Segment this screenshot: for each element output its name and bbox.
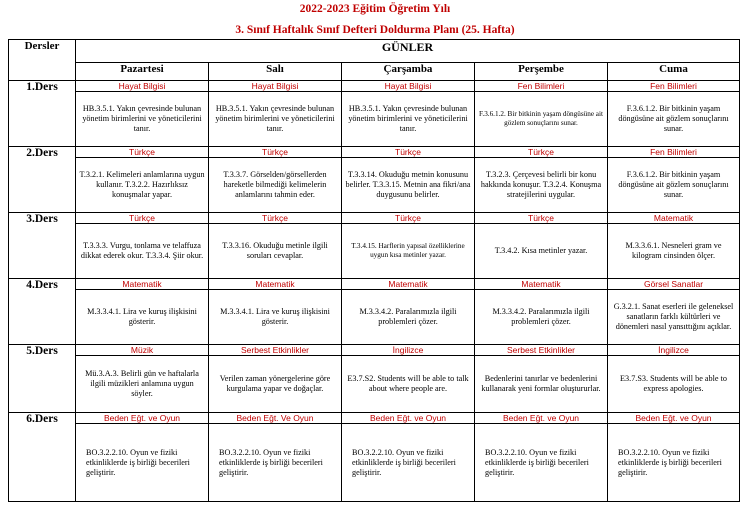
objective-text: Bedenlerini tanırlar ve bedenlerini kullanarak yeni formlar oluştururlar. (481, 374, 601, 393)
plan-cell (608, 345, 740, 413)
objective-text: T.3.4.15. Harflerin yapısal özelliklerine uygun kısa metinler yazar. (351, 242, 465, 259)
objective-text: M.3.3.4.2. Paralarımızla ilgili problemleri çözer. (359, 307, 457, 326)
subject-label: Serbest Etkinlikler (475, 345, 607, 356)
subject-label: Beden Eğt. ve Oyun (608, 413, 739, 424)
objective-text: M.3.3.4.1. Lira ve kuruş ilişkisini gösterir. (87, 307, 197, 326)
objective-text: BO.3.2.2.10. Oyun ve fiziki etkinliklerde iş birliği becerileri geliştirir. (86, 447, 190, 477)
subject-label: Matematik (209, 279, 341, 290)
objective-text: T.3.2.3. Çerçevesi belirli bir konu hakkında konuşur. T.3.2.4. Konuşma stratejilerini uygular. (480, 170, 602, 199)
objective-text: T.3.4.2. Kısa metinler yazar. (494, 246, 588, 255)
subject-label: İngilizce (608, 345, 739, 356)
day-header-tuesday: Salı (209, 63, 342, 81)
subject-label: Müzik (76, 345, 208, 356)
subject-label: Hayat Bilgisi (209, 81, 341, 92)
objective-text: Mü.3.A.3. Belirli gün ve haftalarla ilgili müzikleri anlamına uygun söyler. (85, 369, 199, 398)
plan-cell (608, 147, 740, 213)
plan-cell (475, 345, 608, 413)
plan-cell (76, 345, 209, 413)
plan-cell (209, 213, 342, 279)
objective-text: M.3.3.4.2. Paralarımızla ilgili problemleri çözer. (492, 307, 590, 326)
lesson-label: 6.Ders (9, 413, 76, 502)
lesson-row (9, 345, 740, 413)
objective-text: BO.3.2.2.10. Oyun ve fiziki etkinliklerde iş birliği becerileri geliştirir. (618, 447, 722, 477)
objective-text: M.3.3.4.1. Lira ve kuruş ilişkisini gösterir. (220, 307, 330, 326)
weekly-plan-table (8, 39, 740, 502)
plan-cell (76, 147, 209, 213)
subject-label: Türkçe (209, 213, 341, 224)
subject-label: Türkçe (475, 213, 607, 224)
subject-label: Matematik (76, 279, 208, 290)
objective-text: HB.3.5.1. Yakın çevresinde bulunan yönetim birimlerini ve yöneticilerini tanır. (348, 104, 468, 133)
subject-label: Türkçe (76, 147, 208, 158)
subject-label: Hayat Bilgisi (76, 81, 208, 92)
subject-label: Fen Bilimleri (475, 81, 607, 92)
subject-label: Beden Eğt. ve Oyun (76, 413, 208, 424)
objective-text: F.3.6.1.2. Bir bitkinin yaşam döngüsüne ait gözlem sonuçlarını sunar. (478, 110, 603, 127)
subject-label: Hayat Bilgisi (342, 81, 474, 92)
plan-cell (342, 213, 475, 279)
day-header-monday: Pazartesi (76, 63, 209, 81)
lesson-row (9, 279, 740, 345)
lesson-label: 4.Ders (9, 279, 76, 345)
subject-label: Beden Eğt. ve Oyun (342, 413, 474, 424)
plan-cell (342, 81, 475, 147)
plan-cell (76, 81, 209, 147)
lesson-row (9, 413, 740, 502)
objective-text: F.3.6.1.2. Bir bitkinin yaşam döngüsüne ait gözlem sonuçlarını sunar. (618, 104, 729, 133)
subject-label: Fen Bilimleri (608, 147, 739, 158)
lesson-row (9, 213, 740, 279)
subject-label: Beden Eğt. ve Oyun (475, 413, 607, 424)
plan-cell (342, 147, 475, 213)
subject-label: Türkçe (342, 213, 474, 224)
lesson-row (9, 147, 740, 213)
days-header: GÜNLER (76, 40, 740, 63)
objective-text: E3.7.S3. Students will be able to express apologies. (620, 374, 727, 393)
objective-text: T.3.3.16. Okuduğu metinle ilgili soruları cevaplar. (222, 241, 328, 260)
lesson-row (9, 81, 740, 147)
plan-cell (475, 81, 608, 147)
plan-cell (342, 279, 475, 345)
objective-text: BO.3.2.2.10. Oyun ve fiziki etkinliklerde iş birliği becerileri geliştirir. (219, 447, 323, 477)
plan-cell (342, 413, 475, 502)
document-title: 2022-2023 Eğitim Öğretim Yılı (299, 3, 451, 15)
objective-text: HB.3.5.1. Yakın çevresinde bulunan yönetim birimlerini ve yöneticilerini tanır. (215, 104, 335, 133)
plan-cell (608, 81, 740, 147)
lesson-label: 5.Ders (9, 345, 76, 413)
subject-label: Matematik (608, 213, 739, 224)
subject-label: Matematik (475, 279, 607, 290)
plan-cell (76, 413, 209, 502)
objective-text: M.3.3.6.1. Nesneleri gram ve kilogram cinsinden ölçer. (625, 241, 722, 260)
plan-cell (608, 279, 740, 345)
subject-label: Türkçe (76, 213, 208, 224)
plan-cell (608, 413, 740, 502)
objective-text: G.3.2.1. Sanat eserleri ile geleneksel sanatların farklı kültürleri ve dönemleri nasıl yansıttığını açıklar. (613, 302, 734, 331)
plan-cell (475, 413, 608, 502)
plan-cell (475, 147, 608, 213)
day-header-wednesday: Çarşamba (342, 63, 475, 81)
objective-text: T.3.3.7. Görselden/görsellerden hareketle bilmediği kelimelerin anlamlarını tahmin eder. (223, 170, 327, 199)
plan-cell (209, 147, 342, 213)
plan-cell (76, 279, 209, 345)
plan-cell (209, 81, 342, 147)
plan-cell (76, 213, 209, 279)
objective-text: T.3.3.14. Okuduğu metnin konusunu belirler. T.3.3.15. Metnin ana fikri/ana duygusunu belirler. (345, 170, 471, 199)
subject-label: Beden Eğt. Ve Oyun (209, 413, 341, 424)
subject-label: Türkçe (342, 147, 474, 158)
lesson-label: 3.Ders (9, 213, 76, 279)
objective-text: F.3.6.1.2. Bir bitkinin yaşam döngüsüne ait gözlem sonuçlarını sunar. (618, 170, 729, 199)
document-subtitle: 3. Sınıf Haftalık Sınıf Defteri Doldurma Planı (25. Hafta) (235, 24, 515, 36)
objective-text: E3.7.S2. Students will be able to talk about where people are. (347, 374, 469, 393)
subject-label: Matematik (342, 279, 474, 290)
objective-text: BO.3.2.2.10. Oyun ve fiziki etkinliklerde iş birliği becerileri geliştirir. (485, 447, 589, 477)
subject-label: Türkçe (475, 147, 607, 158)
objective-text: Verilen zaman yönergelerine göre kurgulama yapar ve doğaçlar. (219, 374, 331, 393)
plan-cell (209, 279, 342, 345)
plan-cell (608, 213, 740, 279)
lesson-label: 1.Ders (9, 81, 76, 147)
day-header-thursday: Perşembe (475, 63, 608, 81)
subject-label: Fen Bilimleri (608, 81, 739, 92)
plan-cell (475, 279, 608, 345)
subject-label: Görsel Sanatlar (608, 279, 739, 290)
objective-text: T.3.2.1. Kelimeleri anlamlarına uygun kullanır. T.3.2.2. Hazırlıksız konuşmalar yapar. (79, 170, 205, 199)
subject-label: İngilizce (342, 345, 474, 356)
lessons-header: Dersler (9, 40, 76, 81)
subject-label: Türkçe (209, 147, 341, 158)
plan-cell (209, 345, 342, 413)
objective-text: BO.3.2.2.10. Oyun ve fiziki etkinliklerde iş birliği becerileri geliştirir. (352, 447, 456, 477)
plan-cell (342, 345, 475, 413)
objective-text: HB.3.5.1. Yakın çevresinde bulunan yönetim birimlerini ve yöneticilerini tanır. (82, 104, 202, 133)
plan-cell (475, 213, 608, 279)
lesson-label: 2.Ders (9, 147, 76, 213)
objective-text: T.3.3.3. Vurgu, tonlama ve telaffuza dikkat ederek okur. T.3.3.4. Şiir okur. (80, 241, 204, 260)
subject-label: Serbest Etkinlikler (209, 345, 341, 356)
plan-cell (209, 413, 342, 502)
day-header-friday: Cuma (608, 63, 740, 81)
